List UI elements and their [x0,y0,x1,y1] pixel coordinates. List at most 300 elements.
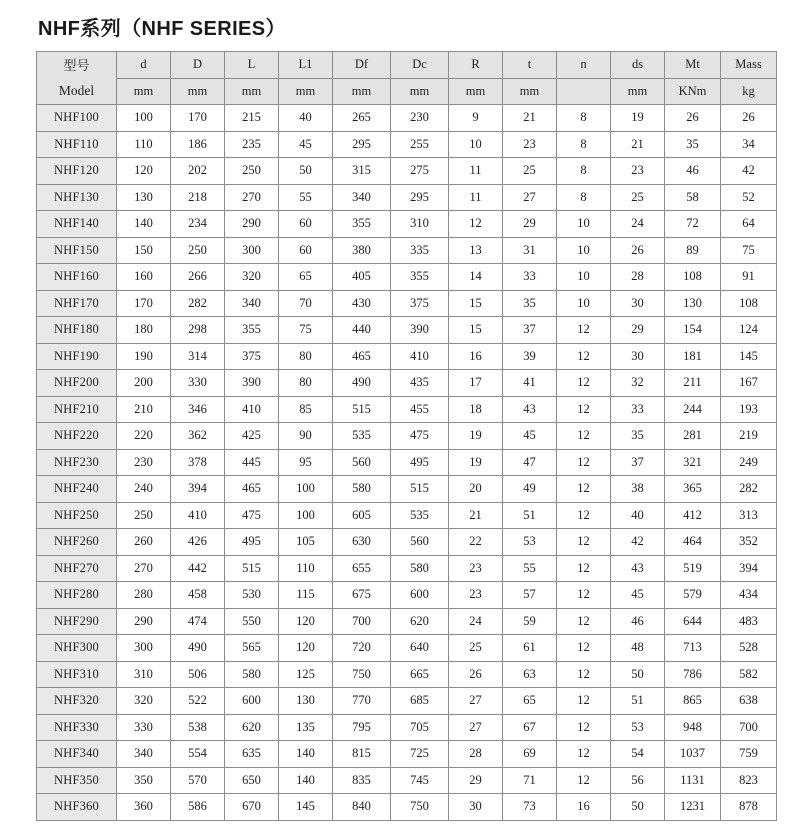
cell-ds: 50 [611,661,665,688]
cell-n: 12 [557,502,611,529]
cell-Mt: 321 [665,449,721,476]
cell-d: 110 [117,131,171,158]
cell-Mt: 948 [665,714,721,741]
cell-D: 266 [171,264,225,291]
cell-Df: 340 [333,184,391,211]
cell-Df: 295 [333,131,391,158]
cell-D: 186 [171,131,225,158]
cell-model: NHF230 [37,449,117,476]
table-row [37,131,777,158]
cell-d: 330 [117,714,171,741]
cell-ds: 51 [611,688,665,715]
cell-model: NHF200 [37,370,117,397]
cell-t: 31 [503,237,557,264]
table-row [37,476,777,503]
cell-L: 235 [225,131,279,158]
cell-D: 298 [171,317,225,344]
cell-Mass: 91 [721,264,777,291]
cell-model: NHF360 [37,794,117,821]
cell-model: NHF340 [37,741,117,768]
cell-d: 150 [117,237,171,264]
cell-n: 10 [557,211,611,238]
cell-t: 39 [503,343,557,370]
table-row [37,317,777,344]
cell-R: 13 [449,237,503,264]
cell-ds: 46 [611,608,665,635]
cell-Df: 630 [333,529,391,556]
cell-t: 29 [503,211,557,238]
cell-L1: 130 [279,688,333,715]
cell-Df: 515 [333,396,391,423]
cell-Mt: 1131 [665,767,721,794]
unit-cell-ds: mm [611,78,665,105]
cell-L: 475 [225,502,279,529]
cell-n: 12 [557,555,611,582]
cell-n: 16 [557,794,611,821]
cell-L: 445 [225,449,279,476]
cell-d: 200 [117,370,171,397]
cell-D: 234 [171,211,225,238]
table-row [37,105,777,132]
nhf-series-spec-table [36,51,777,821]
cell-D: 554 [171,741,225,768]
cell-model: NHF290 [37,608,117,635]
cell-d: 140 [117,211,171,238]
cell-R: 23 [449,555,503,582]
cell-L: 515 [225,555,279,582]
cell-d: 300 [117,635,171,662]
cell-Df: 465 [333,343,391,370]
cell-D: 378 [171,449,225,476]
cell-Df: 700 [333,608,391,635]
cell-Dc: 725 [391,741,449,768]
cell-n: 12 [557,317,611,344]
cell-L1: 80 [279,370,333,397]
cell-d: 130 [117,184,171,211]
cell-n: 12 [557,688,611,715]
cell-Mass: 352 [721,529,777,556]
unit-cell-n [557,78,611,105]
cell-t: 69 [503,741,557,768]
cell-Df: 405 [333,264,391,291]
cell-t: 55 [503,555,557,582]
table-row [37,158,777,185]
cell-R: 27 [449,688,503,715]
table-unit-row [37,78,777,105]
cell-n: 8 [557,131,611,158]
cell-t: 49 [503,476,557,503]
cell-t: 41 [503,370,557,397]
header-model-cn: 型号 [63,57,90,73]
cell-d: 230 [117,449,171,476]
cell-Dc: 600 [391,582,449,609]
cell-Df: 605 [333,502,391,529]
cell-ds: 32 [611,370,665,397]
table-row [37,767,777,794]
cell-R: 12 [449,211,503,238]
cell-Dc: 535 [391,502,449,529]
header-cell-Df: Df [333,52,391,79]
table-row [37,794,777,821]
cell-Mass: 249 [721,449,777,476]
unit-cell-D: mm [171,78,225,105]
unit-cell-Mt: KNm [665,78,721,105]
cell-Dc: 705 [391,714,449,741]
cell-Df: 655 [333,555,391,582]
cell-Df: 315 [333,158,391,185]
cell-Mt: 579 [665,582,721,609]
cell-d: 270 [117,555,171,582]
cell-R: 20 [449,476,503,503]
cell-D: 410 [171,502,225,529]
header-cell-n: n [557,52,611,79]
cell-t: 47 [503,449,557,476]
cell-L1: 70 [279,290,333,317]
cell-Mt: 412 [665,502,721,529]
cell-Dc: 390 [391,317,449,344]
cell-d: 280 [117,582,171,609]
cell-n: 12 [557,767,611,794]
header-cell-Mass: Mass [721,52,777,79]
cell-D: 202 [171,158,225,185]
header-model-en: Model [58,83,95,98]
cell-ds: 33 [611,396,665,423]
cell-t: 63 [503,661,557,688]
cell-Mt: 1231 [665,794,721,821]
cell-Mt: 72 [665,211,721,238]
cell-Mt: 464 [665,529,721,556]
cell-Dc: 620 [391,608,449,635]
header-cell-L1: L1 [279,52,333,79]
cell-L: 565 [225,635,279,662]
cell-d: 220 [117,423,171,450]
cell-L1: 60 [279,211,333,238]
cell-ds: 24 [611,211,665,238]
cell-L: 670 [225,794,279,821]
cell-Dc: 410 [391,343,449,370]
cell-Mass: 528 [721,635,777,662]
table-row [37,741,777,768]
cell-Mass: 108 [721,290,777,317]
cell-Mt: 58 [665,184,721,211]
table-row [37,423,777,450]
cell-Dc: 435 [391,370,449,397]
cell-ds: 35 [611,423,665,450]
cell-L1: 55 [279,184,333,211]
cell-Dc: 275 [391,158,449,185]
cell-L1: 100 [279,476,333,503]
cell-Df: 750 [333,661,391,688]
cell-t: 71 [503,767,557,794]
cell-Dc: 495 [391,449,449,476]
cell-Mt: 89 [665,237,721,264]
cell-Df: 580 [333,476,391,503]
cell-Mass: 582 [721,661,777,688]
header-cell-ds: ds [611,52,665,79]
cell-model: NHF100 [37,105,117,132]
cell-L: 600 [225,688,279,715]
cell-R: 26 [449,661,503,688]
cell-L: 375 [225,343,279,370]
table-row [37,582,777,609]
cell-Dc: 255 [391,131,449,158]
cell-L1: 85 [279,396,333,423]
cell-d: 250 [117,502,171,529]
cell-Dc: 640 [391,635,449,662]
cell-model: NHF210 [37,396,117,423]
cell-d: 210 [117,396,171,423]
cell-Mt: 786 [665,661,721,688]
cell-Mass: 124 [721,317,777,344]
cell-d: 310 [117,661,171,688]
cell-L1: 60 [279,237,333,264]
cell-t: 43 [503,396,557,423]
cell-n: 10 [557,264,611,291]
cell-D: 394 [171,476,225,503]
cell-Mass: 313 [721,502,777,529]
cell-D: 538 [171,714,225,741]
header-cell-t: t [503,52,557,79]
cell-Dc: 455 [391,396,449,423]
cell-L1: 100 [279,502,333,529]
cell-Df: 440 [333,317,391,344]
cell-model: NHF310 [37,661,117,688]
cell-Mass: 823 [721,767,777,794]
cell-d: 290 [117,608,171,635]
cell-model: NHF250 [37,502,117,529]
cell-R: 17 [449,370,503,397]
cell-L1: 80 [279,343,333,370]
cell-model: NHF220 [37,423,117,450]
cell-Dc: 310 [391,211,449,238]
cell-R: 15 [449,317,503,344]
cell-ds: 30 [611,290,665,317]
cell-n: 12 [557,343,611,370]
cell-model: NHF190 [37,343,117,370]
header-cell-D: D [171,52,225,79]
cell-L1: 140 [279,741,333,768]
cell-Df: 560 [333,449,391,476]
cell-Mt: 244 [665,396,721,423]
cell-n: 12 [557,582,611,609]
cell-L: 425 [225,423,279,450]
cell-Dc: 230 [391,105,449,132]
cell-D: 218 [171,184,225,211]
cell-Dc: 745 [391,767,449,794]
cell-Df: 430 [333,290,391,317]
cell-ds: 28 [611,264,665,291]
cell-L1: 135 [279,714,333,741]
cell-R: 23 [449,582,503,609]
cell-Mass: 700 [721,714,777,741]
cell-R: 25 [449,635,503,662]
unit-cell-Dc: mm [391,78,449,105]
table-row [37,264,777,291]
cell-L: 495 [225,529,279,556]
cell-R: 9 [449,105,503,132]
cell-D: 282 [171,290,225,317]
table-row [37,555,777,582]
cell-R: 22 [449,529,503,556]
cell-Df: 840 [333,794,391,821]
cell-t: 53 [503,529,557,556]
cell-Mass: 42 [721,158,777,185]
cell-t: 45 [503,423,557,450]
cell-Mt: 26 [665,105,721,132]
table-row [37,396,777,423]
cell-ds: 53 [611,714,665,741]
table-row [37,688,777,715]
cell-n: 12 [557,476,611,503]
cell-D: 490 [171,635,225,662]
cell-D: 170 [171,105,225,132]
cell-L: 390 [225,370,279,397]
cell-Mt: 35 [665,131,721,158]
cell-L1: 125 [279,661,333,688]
cell-t: 67 [503,714,557,741]
cell-model: NHF350 [37,767,117,794]
cell-t: 21 [503,105,557,132]
cell-Mass: 759 [721,741,777,768]
cell-Dc: 375 [391,290,449,317]
cell-L: 580 [225,661,279,688]
cell-d: 360 [117,794,171,821]
cell-ds: 19 [611,105,665,132]
cell-Df: 770 [333,688,391,715]
cell-L: 410 [225,396,279,423]
cell-Mass: 282 [721,476,777,503]
cell-t: 73 [503,794,557,821]
cell-Mt: 211 [665,370,721,397]
cell-Mass: 483 [721,608,777,635]
cell-n: 12 [557,423,611,450]
cell-Mt: 130 [665,290,721,317]
cell-t: 33 [503,264,557,291]
cell-R: 21 [449,502,503,529]
spec-table-container [0,51,806,821]
cell-ds: 54 [611,741,665,768]
cell-Mass: 193 [721,396,777,423]
cell-d: 350 [117,767,171,794]
cell-L1: 65 [279,264,333,291]
cell-Df: 835 [333,767,391,794]
cell-n: 10 [557,290,611,317]
cell-L: 290 [225,211,279,238]
unit-cell-L1: mm [279,78,333,105]
cell-R: 19 [449,423,503,450]
unit-cell-R: mm [449,78,503,105]
cell-Mt: 181 [665,343,721,370]
header-cell-model [37,52,117,105]
table-row [37,502,777,529]
cell-D: 458 [171,582,225,609]
cell-t: 57 [503,582,557,609]
cell-Df: 535 [333,423,391,450]
cell-n: 8 [557,184,611,211]
cell-L: 215 [225,105,279,132]
cell-Dc: 475 [391,423,449,450]
cell-n: 12 [557,714,611,741]
cell-n: 12 [557,529,611,556]
cell-D: 506 [171,661,225,688]
cell-Mt: 865 [665,688,721,715]
cell-Mass: 64 [721,211,777,238]
cell-R: 15 [449,290,503,317]
cell-model: NHF330 [37,714,117,741]
cell-L: 355 [225,317,279,344]
cell-R: 19 [449,449,503,476]
cell-R: 28 [449,741,503,768]
cell-model: NHF280 [37,582,117,609]
cell-R: 11 [449,184,503,211]
cell-Dc: 515 [391,476,449,503]
unit-cell-d: mm [117,78,171,105]
page-title: NHF系列（NHF SERIES） [38,18,286,40]
cell-Mt: 1037 [665,741,721,768]
cell-L: 550 [225,608,279,635]
cell-ds: 30 [611,343,665,370]
cell-model: NHF130 [37,184,117,211]
cell-L: 620 [225,714,279,741]
cell-R: 30 [449,794,503,821]
cell-model: NHF240 [37,476,117,503]
table-header-row [37,52,777,79]
cell-Mt: 519 [665,555,721,582]
table-row [37,608,777,635]
cell-d: 340 [117,741,171,768]
cell-D: 426 [171,529,225,556]
cell-t: 51 [503,502,557,529]
cell-n: 12 [557,449,611,476]
cell-Mass: 219 [721,423,777,450]
cell-Dc: 750 [391,794,449,821]
cell-ds: 26 [611,237,665,264]
cell-n: 10 [557,237,611,264]
cell-Mass: 145 [721,343,777,370]
cell-Mt: 713 [665,635,721,662]
cell-Df: 815 [333,741,391,768]
table-row [37,449,777,476]
cell-L: 650 [225,767,279,794]
cell-L1: 50 [279,158,333,185]
cell-Dc: 665 [391,661,449,688]
cell-L1: 105 [279,529,333,556]
cell-L1: 115 [279,582,333,609]
cell-Df: 795 [333,714,391,741]
cell-t: 37 [503,317,557,344]
cell-D: 442 [171,555,225,582]
cell-Mass: 167 [721,370,777,397]
cell-Dc: 335 [391,237,449,264]
cell-ds: 50 [611,794,665,821]
cell-Mass: 75 [721,237,777,264]
cell-L1: 120 [279,608,333,635]
cell-L: 300 [225,237,279,264]
cell-D: 474 [171,608,225,635]
cell-n: 12 [557,661,611,688]
cell-L: 320 [225,264,279,291]
cell-Mt: 365 [665,476,721,503]
cell-L: 340 [225,290,279,317]
cell-Df: 675 [333,582,391,609]
cell-ds: 37 [611,449,665,476]
cell-R: 10 [449,131,503,158]
cell-d: 260 [117,529,171,556]
table-row [37,237,777,264]
cell-n: 12 [557,370,611,397]
cell-L: 465 [225,476,279,503]
cell-R: 14 [449,264,503,291]
